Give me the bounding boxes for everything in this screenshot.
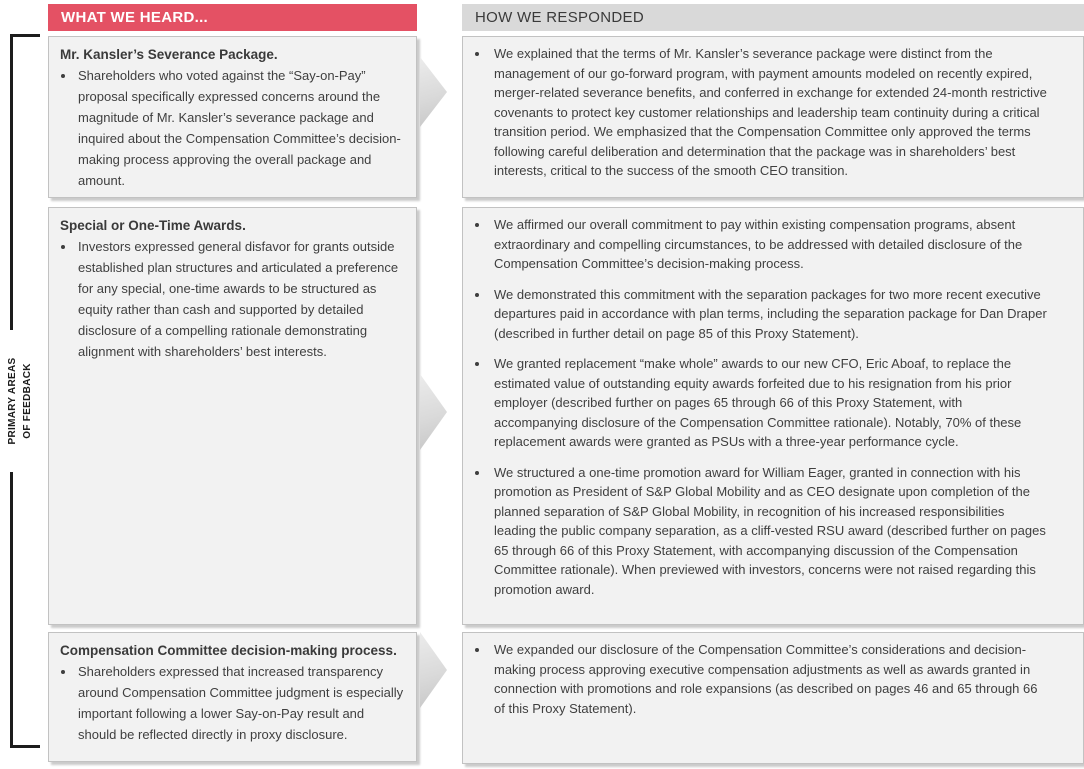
bracket-lower-vertical bbox=[10, 472, 13, 748]
response-box-one-time-awards bbox=[462, 207, 1084, 625]
primary-areas-of-feedback-label bbox=[5, 331, 39, 471]
response-bullet-list bbox=[474, 44, 1049, 181]
heard-box-title: Mr. Kansler’s Severance Package. bbox=[60, 47, 278, 62]
response-bullet: • We demonstrated this commitment with the separation packages for two more recent executive departures paid in accordance with plan terms, including the separation package for Dan Draper (described in further detail on page 85 of this Proxy Statement). bbox=[490, 285, 1049, 344]
side-label-line1: PRIMARY AREAS bbox=[7, 357, 18, 445]
response-bullet-list bbox=[474, 215, 1049, 599]
response-bullet: • We explained that the terms of Mr. Kansler’s severance package were distinct from the management of our go-forward program, with payment amounts modeled on recently expired, merger-related severance benefits, and conferred in exchange for extended 24-month restrictive covenants to protect key customer relationships and leadership team continuity during a critical transition period. We emphasized that the Compensation Committee only approved the terms following careful deliberation and determination that the package was in shareholders’ best interests, critical to the success of the smooth CEO transition. bbox=[490, 44, 1049, 181]
heard-box-title: Special or One-Time Awards. bbox=[60, 218, 246, 233]
response-box-severance-package bbox=[462, 36, 1084, 198]
arrow-right-icon bbox=[420, 57, 447, 127]
heard-box-decision-making-process bbox=[48, 632, 417, 762]
heard-bullet-list bbox=[60, 65, 406, 191]
heard-bullet-list bbox=[60, 661, 406, 745]
how-we-responded-header: HOW WE RESPONDED bbox=[462, 4, 1084, 31]
arrow-right-icon bbox=[420, 632, 447, 708]
side-label-line2: OF FEEDBACK bbox=[22, 363, 33, 439]
response-bullet: • We structured a one-time promotion award for William Eager, granted in connection with his promotion as President of S&P Global Mobility and as CEO designate upon completion of the planned separation of S&P Global Mobility, in recognition of his increased responsibilities leading the public company separation, as a cliff-vested RSU award (described further on pages 65 through 66 of this Proxy Statement, with accompanying discussion of the Compensation Committee rationale). When previewed with investors, concerns were not raised regarding this promotion award. bbox=[490, 463, 1049, 600]
heard-box-severance-package bbox=[48, 36, 417, 198]
response-bullet-list bbox=[474, 640, 1049, 718]
arrow-right-icon bbox=[420, 374, 447, 450]
bracket-bottom-horizontal bbox=[10, 745, 40, 748]
response-bullet: • We affirmed our overall commitment to pay within existing compensation programs, absent extraordinary and compelling circumstances, to be addressed with detailed disclosure of the Compensation Committee’s decision-making process. bbox=[490, 215, 1049, 274]
bracket-upper-vertical bbox=[10, 34, 13, 330]
what-we-heard-header: WHAT WE HEARD... bbox=[48, 4, 417, 31]
heard-bullet-list bbox=[60, 236, 406, 362]
heard-bullet: • Shareholders who voted against the “Say-on-Pay” proposal specifically expressed concerns around the magnitude of Mr. Kansler’s severance package and inquired about the Compensation Committee’s decision-making process approving the overall package and amount. bbox=[76, 65, 406, 191]
heard-bullet: • Shareholders expressed that increased transparency around Compensation Committee judgment is especially important following a lower Say-on-Pay result and should be reflected directly in proxy disclosure. bbox=[76, 661, 406, 745]
response-bullet: • We expanded our disclosure of the Compensation Committee’s considerations and decision-making process approving executive compensation adjustments as well as awards granted in connection with promotions and role expansions (as described on pages 46 and 65 through 66 of this Proxy Statement). bbox=[490, 640, 1049, 718]
heard-box-one-time-awards bbox=[48, 207, 417, 625]
response-box-decision-making-process bbox=[462, 632, 1084, 764]
bracket-top-horizontal bbox=[10, 34, 40, 37]
response-bullet: • We granted replacement “make whole” awards to our new CFO, Eric Aboaf, to replace the estimated value of outstanding equity awards forfeited due to his resignation from his prior employer (described further on pages 65 through 66 of this Proxy Statement, with accompanying disclosure of the Compensation Committee rationale). Notably, 70% of these replacement awards were granted as PSUs with a three-year performance cycle. bbox=[490, 354, 1049, 452]
heard-bullet: • Investors expressed general disfavor for grants outside established plan structures and articulated a preference for any special, one-time awards to be structured as equity rather than cash and supported by detailed disclosure of a compelling rationale demonstrating alignment with shareholders’ best interests. bbox=[76, 236, 406, 362]
heard-box-title: Compensation Committee decision-making process. bbox=[60, 643, 397, 658]
